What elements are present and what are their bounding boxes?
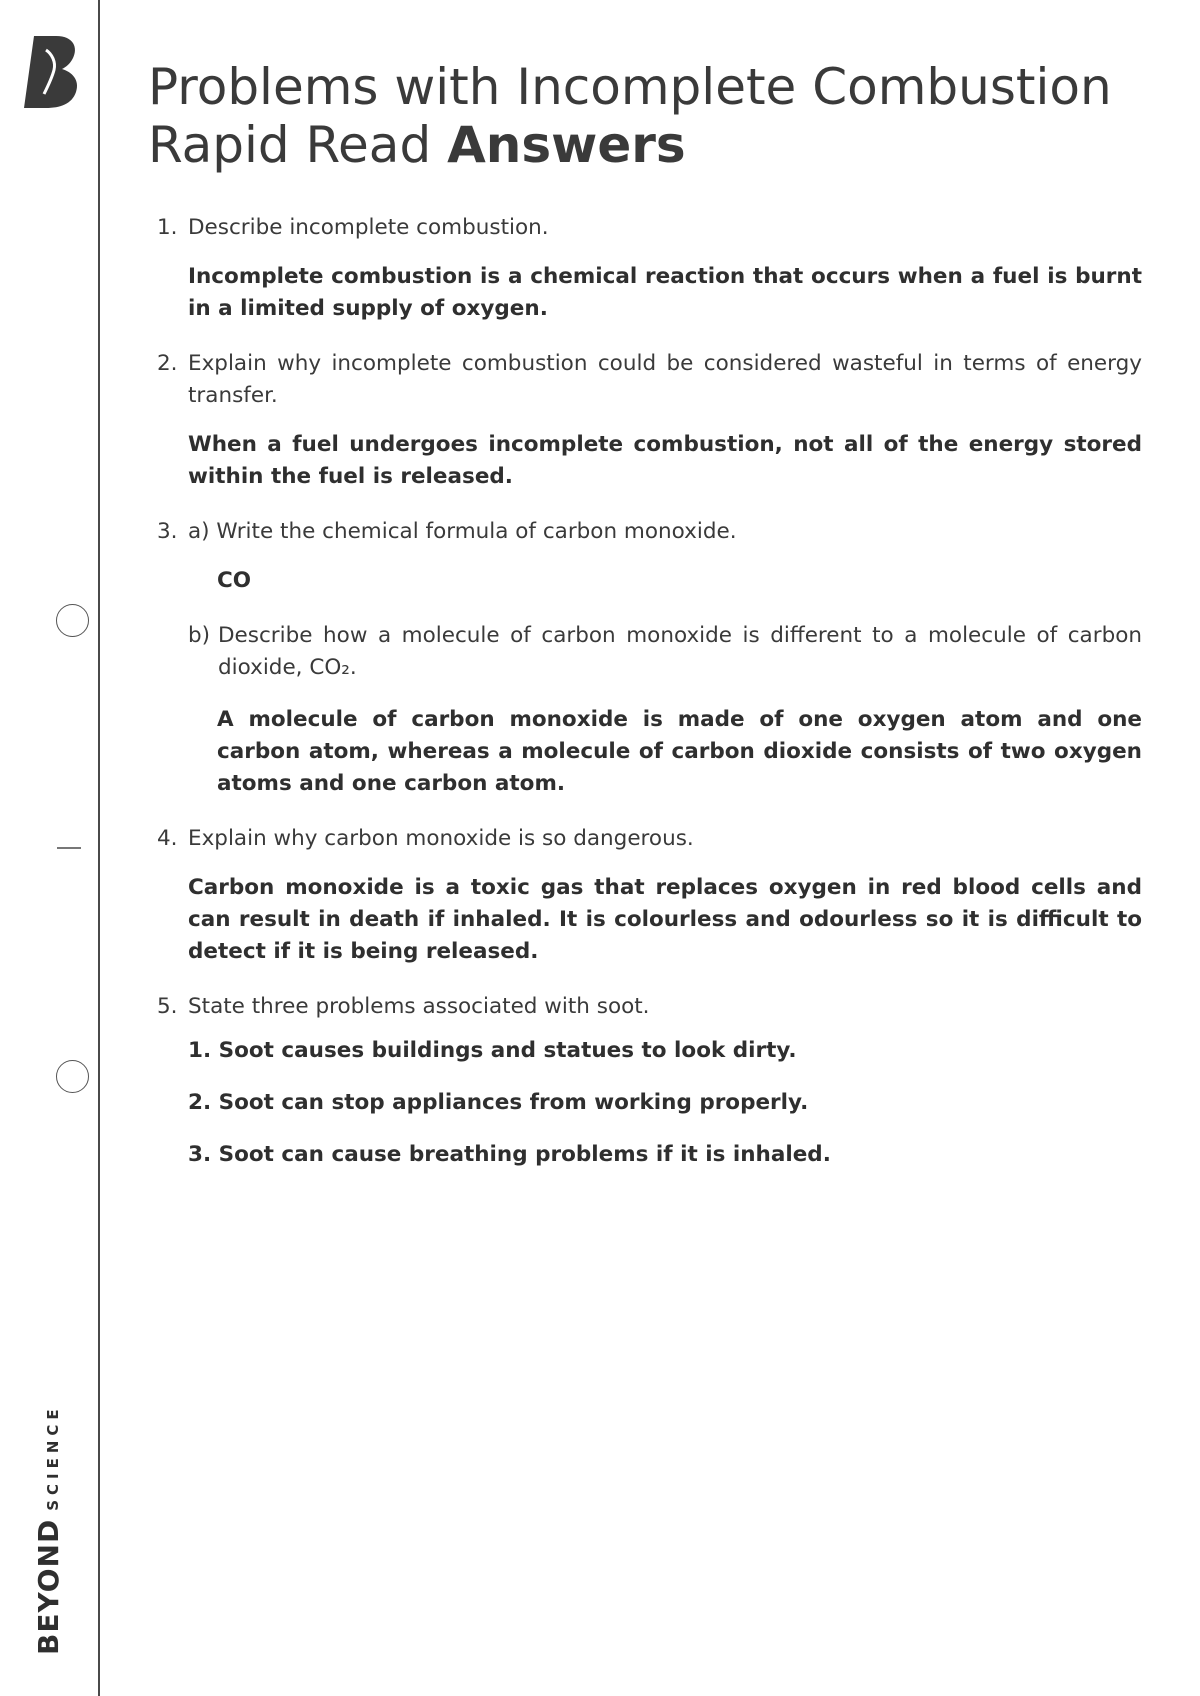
answer-3a: CO bbox=[217, 568, 252, 593]
sub-question-a: Write the chemical formula of carbon monoxide. bbox=[216, 519, 737, 544]
question-4 bbox=[157, 823, 1142, 855]
title-line-2 bbox=[148, 116, 1112, 174]
binder-hole-bottom bbox=[56, 1060, 89, 1093]
question-3b bbox=[188, 620, 1142, 684]
beyond-logo bbox=[24, 36, 80, 108]
answer-2: When a fuel undergoes incomplete combustion, not all of the energy stored within the fuel is released. bbox=[188, 432, 1142, 489]
answer-4: Carbon monoxide is a toxic gas that replaces oxygen in red blood cells and can result in death if inhaled. It is colourless and odourless so it is difficult to detect if it is being released. bbox=[188, 875, 1142, 964]
question-number: 3. bbox=[157, 519, 178, 544]
sub-question-b: Describe how a molecule of carbon monoxide is different to a molecule of carbon dioxide, CO₂. bbox=[218, 623, 1142, 680]
question-text: Explain why carbon monoxide is so dangerous. bbox=[188, 826, 694, 851]
title-answers: Answers bbox=[447, 116, 686, 174]
sub-label-b: b) bbox=[188, 623, 211, 648]
binder-hole-top bbox=[56, 604, 89, 637]
answer-5-item: 1. Soot causes buildings and statues to look dirty. bbox=[188, 1038, 797, 1063]
fold-mark bbox=[57, 847, 81, 849]
brand-subname: SCIENCE bbox=[44, 1404, 62, 1511]
brand-wordmark bbox=[32, 1404, 65, 1655]
page-title bbox=[148, 58, 1112, 174]
answer-5-item: 3. Soot can cause breathing problems if it is inhaled. bbox=[188, 1142, 831, 1167]
question-number: 5. bbox=[157, 994, 178, 1019]
brand-name: BEYOND bbox=[32, 1518, 65, 1655]
question-3a-text bbox=[188, 516, 1142, 548]
question-5 bbox=[157, 991, 1142, 1023]
sub-label-a: a) bbox=[188, 519, 210, 544]
question-2 bbox=[157, 348, 1142, 412]
question-1 bbox=[157, 212, 1142, 244]
title-rapid-read: Rapid Read bbox=[148, 116, 432, 174]
answer-3b: A molecule of carbon monoxide is made of one oxygen atom and one carbon atom, whereas a molecule of carbon dioxide consists of two oxygen atoms and one carbon atom. bbox=[217, 707, 1142, 796]
answer-5-item: 2. Soot can stop appliances from working properly. bbox=[188, 1090, 809, 1115]
question-text: Explain why incomplete combustion could be considered wasteful in terms of energy transfer. bbox=[188, 351, 1142, 408]
question-text: Describe incomplete combustion. bbox=[188, 215, 549, 240]
answer-1: Incomplete combustion is a chemical reaction that occurs when a fuel is burnt in a limited supply of oxygen. bbox=[188, 264, 1142, 321]
title-line-1: Problems with Incomplete Combustion bbox=[148, 58, 1112, 116]
question-number: 2. bbox=[157, 351, 178, 376]
margin-line bbox=[98, 0, 100, 1696]
question-number: 4. bbox=[157, 826, 178, 851]
question-3 bbox=[157, 516, 1142, 548]
questions-list bbox=[157, 212, 1142, 1171]
question-number: 1. bbox=[157, 215, 178, 240]
question-text: State three problems associated with soot. bbox=[188, 994, 650, 1019]
